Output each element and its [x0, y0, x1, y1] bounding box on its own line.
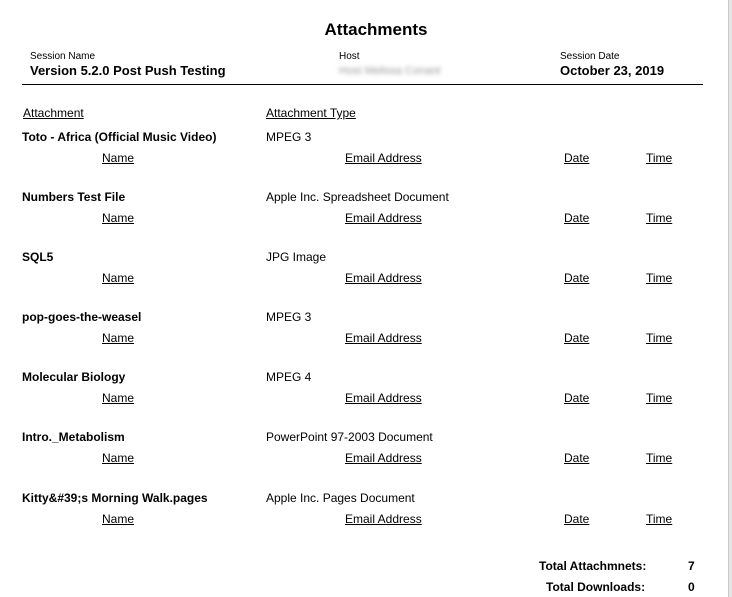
attachment-type: PowerPoint 97-2003 Document: [266, 430, 433, 444]
sub-header-time: Time: [646, 271, 673, 285]
sub-header-email-address: Email Address: [345, 391, 422, 405]
sub-header-email-address: Email Address: [345, 331, 422, 345]
sub-header-email-address: Email Address: [345, 211, 422, 225]
sub-header-time: Time: [646, 211, 673, 225]
sub-header-time: Time: [646, 331, 673, 345]
sub-header-time: Time: [646, 151, 673, 165]
host-label: Host: [339, 51, 360, 62]
sub-header-name: Name: [102, 271, 135, 285]
sub-header-date: Date: [564, 211, 590, 225]
total-downloads-label: Total Downloads:: [546, 580, 646, 594]
sub-header-time: Time: [646, 512, 673, 526]
sub-header-date: Date: [564, 451, 590, 465]
host-value-redacted: Host Melissa Conant: [339, 65, 441, 77]
sub-header-time: Time: [646, 451, 673, 465]
total-downloads-value: 0: [688, 580, 695, 594]
sub-header-email-address: Email Address: [345, 271, 422, 285]
attachment-type: MPEG 3: [266, 310, 312, 324]
sub-header-name: Name: [102, 331, 135, 345]
attachment-name: pop-goes-the-weasel: [22, 310, 142, 324]
sub-header-name: Name: [102, 391, 135, 405]
header-divider: [22, 84, 703, 85]
attachment-type: MPEG 4: [266, 370, 312, 384]
sub-header-email-address: Email Address: [345, 451, 422, 465]
session-name-label: Session Name: [30, 51, 96, 62]
sub-header-name: Name: [102, 211, 135, 225]
attachment-type: Apple Inc. Pages Document: [266, 491, 415, 505]
sub-header-date: Date: [564, 391, 590, 405]
page-right-edge: [728, 0, 732, 597]
sub-header-name: Name: [102, 151, 135, 165]
session-name-value: Version 5.2.0 Post Push Testing: [30, 63, 226, 78]
attachment-type: MPEG 3: [266, 130, 312, 144]
attachment-type: Apple Inc. Spreadsheet Document: [266, 190, 449, 204]
sub-header-name: Name: [102, 451, 135, 465]
session-date-label: Session Date: [560, 51, 620, 62]
attachment-name: Molecular Biology: [22, 370, 126, 384]
attachment-name: Intro._Metabolism: [22, 430, 125, 444]
sub-header-date: Date: [564, 512, 590, 526]
sub-header-date: Date: [564, 331, 590, 345]
sub-header-email-address: Email Address: [345, 151, 422, 165]
attachment-name: Numbers Test File: [22, 190, 126, 204]
sub-header-date: Date: [564, 151, 590, 165]
column-header-attachment-type: Attachment Type: [266, 106, 356, 120]
sub-header-name: Name: [102, 512, 135, 526]
attachment-name: SQL5: [22, 250, 54, 264]
sub-header-date: Date: [564, 271, 590, 285]
attachment-type: JPG Image: [266, 250, 327, 264]
attachment-name: Toto - Africa (Official Music Video): [22, 130, 217, 144]
sub-header-email-address: Email Address: [345, 512, 422, 526]
sub-header-time: Time: [646, 391, 673, 405]
report-title: Attachments: [324, 20, 428, 39]
total-attachments-label: Total Attachmnets:: [539, 559, 647, 573]
attachment-name: Kitty&#39;s Morning Walk.pages: [22, 491, 208, 505]
session-date-value: October 23, 2019: [560, 63, 665, 78]
column-header-attachment: Attachment: [23, 106, 84, 120]
total-attachments-value: 7: [688, 559, 695, 573]
